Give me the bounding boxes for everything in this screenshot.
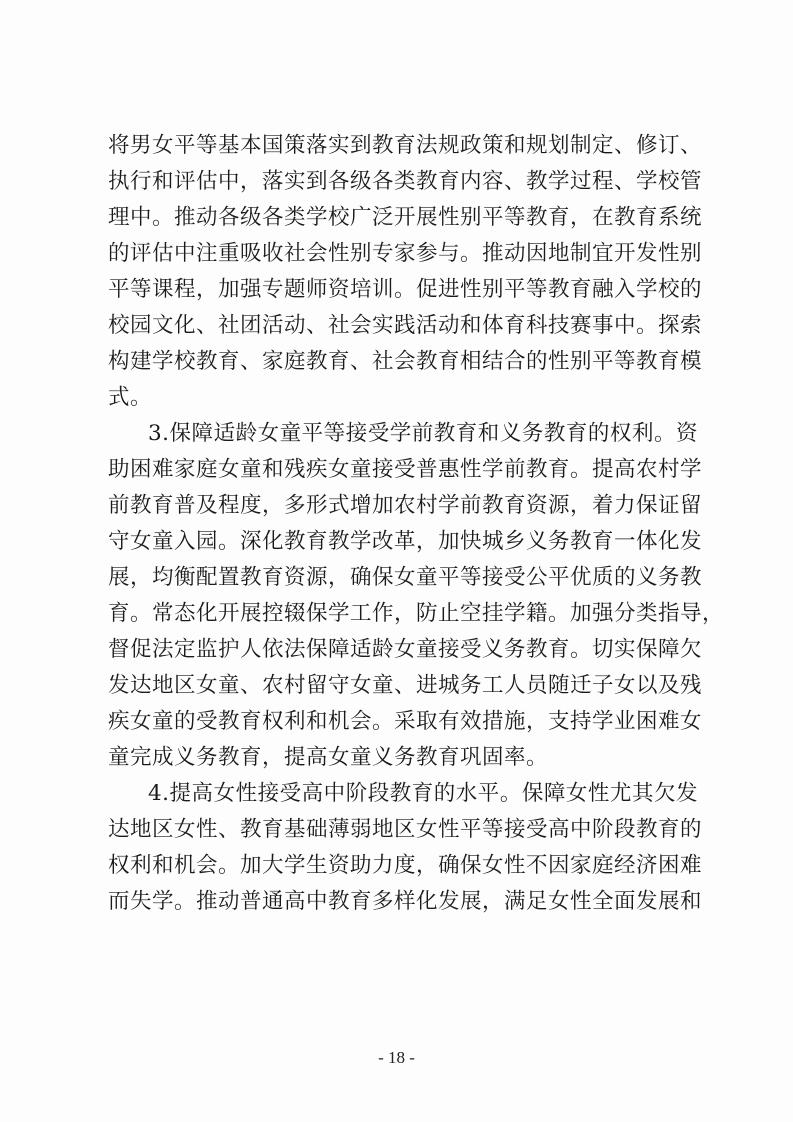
text-line: 督促法定监护人依法保障适龄女童接受义务教育。切实保障欠 [108,637,703,662]
text-line: 守女童入园。深化教育教学改革，加快城乡义务教育一体化发 [108,529,703,554]
text-line: 式。 [108,385,153,410]
body-text [108,128,725,920]
text-line: 达地区女性、教育基础薄弱地区女性平等接受高中阶段教育的 [108,817,703,842]
text-line: 疾女童的受教育权利和机会。采取有效措施，支持学业困难女 [108,709,703,734]
text-line: 育。常态化开展控辍保学工作，防止空挂学籍。加强分类指导， [108,601,725,626]
text-line: 理中。推动各级各类学校广泛开展性别平等教育，在教育系统 [108,205,703,230]
text-line: 前教育普及程度，多形式增加农村学前教育资源，着力保证留 [108,493,703,518]
text-line: 权利和机会。加大学生资助力度，确保女性不因家庭经济困难 [108,853,703,878]
text-line: 将男女平等基本国策落实到教育法规政策和规划制定、修订、 [108,133,703,158]
page-number: - 18 - [378,1048,415,1067]
text-line: 校园文化、社团活动、社会实践活动和体育科技赛事中。探索 [108,313,703,338]
paragraph-heading-line: 3.保障适龄女童平等接受学前教育和义务教育的权利。资 [148,421,698,446]
text-line: 平等课程，加强专题师资培训。促进性别平等教育融入学校的 [108,277,703,302]
paragraph-heading-line: 4.提高女性接受高中阶段教育的水平。保障女性尤其欠发 [148,781,698,806]
text-line: 发达地区女童、农村留守女童、进城务工人员随迁子女以及残 [108,673,703,698]
text-line: 构建学校教育、家庭教育、社会教育相结合的性别平等教育模 [108,349,703,374]
text-line: 执行和评估中，落实到各级各类教育内容、教学过程、学校管 [108,169,703,194]
text-line: 的评估中注重吸收社会性别专家参与。推动因地制宜开发性别 [108,241,703,266]
text-line: 童完成义务教育，提高女童义务教育巩固率。 [108,745,549,770]
text-line: 助困难家庭女童和残疾女童接受普惠性学前教育。提高农村学 [108,457,703,482]
text-line: 展，均衡配置教育资源，确保女童平等接受公平优质的义务教 [108,565,703,590]
text-line: 而失学。推动普通高中教育多样化发展，满足女性全面发展和 [108,889,703,914]
